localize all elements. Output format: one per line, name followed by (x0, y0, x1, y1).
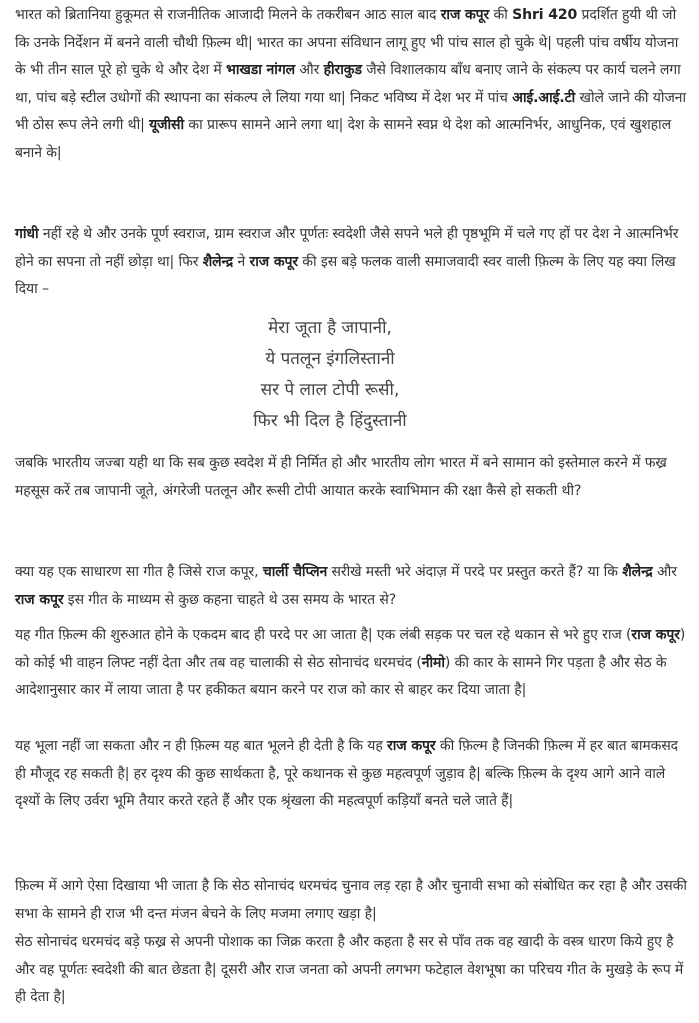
bold-raj-kapoor: राज कपूर (387, 738, 436, 754)
bold-bhakra-nangal: भाखडा नांगल (226, 62, 296, 78)
text-span: प्रदर्शित हुयी थी जो कि उनके निर्देशन में बनने वाली चौथी फ़िल्म थी| भारत का अपना संविधान लागू हुए भी पांच साल हो चुके थे| पहली पांच वर्षीय योजना के भी तीन साल पूरे हो चुके थे और देश में (15, 7, 679, 78)
text-span: नहीं रहे थे और उनके पूर्ण स्वराज, ग्राम स्वराज और पूर्णतः स्वदेशी जैसे सपने भले ही पृष्ठभूमि में चले गए हों पर देश ने आत्मनिर्भर होने का सपना तो नहीं छोड़ा था| फिर (15, 226, 679, 270)
text-span: और (652, 564, 677, 580)
song-lyrics (0, 313, 660, 437)
text-span: की इस बड़े फलक वाली समाजवादी स्वर वाली फ़िल्म के लिए यह क्या लिख दिया – (15, 253, 676, 297)
paragraph-election-scene (15, 873, 691, 928)
lyric-line: सर पे लाल टोपी रूसी, (260, 380, 400, 400)
paragraph-independence-context (15, 2, 691, 167)
paragraph-chaplin-question (15, 559, 691, 614)
bold-raj-kapoor: राज कपूर (15, 591, 64, 608)
bold-ugc: यूजीसी (149, 117, 185, 133)
text-span: की (489, 7, 513, 23)
bold-charlie-chaplin: चार्ली चैप्लिन (262, 564, 328, 580)
text-span: सेठ सोनाचंद धरमचंद बड़े फख्र से अपनी पोशाक का जिक्र करता है और कहता है सर से पाँव तक वह खादी के वस्त्र धारण किये हुए है और वह पूर्णतः स्वदेशी की बात छेडता है| दूसरी और राज जनता को अपनी लगभग फटेहाल वेशभूषा का परिचय गीत के मुखड़े के रूप में ही देता है| (15, 934, 684, 1005)
bold-shailendra: शैलेन्द्र (622, 564, 653, 580)
bold-nimo: नीमो (421, 654, 445, 671)
text-span: जैसे विशालकाय बाँध बनाए जाने के संकल्प पर कार्य चलने लगा था, पांच बड़े स्टील उधोगों की स्थापना का संकल्प ले लिया गया था| निकट भविष्य में देश भर में पांच (15, 62, 681, 106)
text-span: जबकि भारतीय जज्बा यही था कि सब कुछ स्वदेश में ही निर्मित हो और भारतीय लोग भारत में बने सामान को इस्तेमाल करने में फख्र महसूस करें तब जापानी जूते, अंगरेजी पतलून और रूसी टोपी आयात करके स्वाभिमान की रक्षा कैसे हो सकती थी? (15, 455, 667, 499)
paragraph-swadeshi-question (15, 450, 691, 505)
text-span: क्या यह एक साधारण सा गीत है जिसे राज कपूर, (15, 564, 263, 580)
lyric-line: ये पतलून इंगलिस्तानी (265, 349, 395, 369)
text-span: फ़िल्म में आगे ऐसा दिखाया भी जाता है कि सेठ सोनाचंद धरमचंद चुनाव लड़ रहा है और चुनावी सभा को संबोधित कर रहा है और उसकी सभा के सामने ही राज भी दन्त मंजन बेचने के लिए मजमा लगाए खड़ा है| (15, 878, 687, 922)
text-span: यह गीत फ़िल्म की शुरुआत होने के एकदम बाद ही परदे पर आ जाता है| एक लंबी सड़क पर चल रहे थकान से भरे हुए राज ( (15, 627, 632, 643)
text-span: भारत को ब्रितानिया हुकूमत से राजनीतिक आजादी मिलने के तकरीबन आठ साल बाद (15, 7, 441, 23)
text-span: की फ़िल्म है जिनकी फ़िल्म में हर बात बामकसद ही मौजूद रह सकती है| हर दृश्य की कुछ सार्थकता है, पूरे कथानक से कुछ महत्वपूर्ण जुड़ाव है| बल्कि फ़िल्म के दृश्य आगे आने वाले दृश्यों के लिए उर्वरा भूमि तैयार करते रहते हैं और एक श्रृंखला की महत्वपूर्ण कड़ियाँ बनते चले जाते हैं| (15, 738, 679, 809)
lyric-line: फिर भी दिल है हिंदुस्तानी (253, 411, 407, 431)
bold-raj-kapoor: राज कपूर (631, 627, 680, 643)
bold-iit: आई.आई.टी (512, 89, 576, 106)
bold-hirakud: हीराकुड (323, 62, 362, 78)
bold-shailendra: शैलेन्द्र (202, 253, 234, 270)
bold-raj-kapoor: राज कपूर (249, 253, 298, 270)
text-span: यह भूला नहीं जा सकता और न ही फ़िल्म यह बात भूलने ही देती है कि यह (15, 738, 388, 754)
paragraph-khadi-attire (15, 929, 691, 1012)
paragraph-purposeful-scenes (15, 733, 691, 816)
text-span: ) को कोई भी वाहन लिफ्ट नहीं देता और तब वह चालाकी से सेठ सोनाचंद धरमचंद ( (15, 627, 686, 671)
paragraph-film-opening (15, 622, 691, 705)
text-span: और (295, 62, 324, 78)
text-span: खोले जाने की योजना भी ठोस रूप लेने लगी थी| (15, 89, 687, 133)
text-span: का प्रारूप सामने आने लगा था| देश के सामने स्वप्न थे देश को आत्मनिर्भर, आधुनिक, एवं खुशहाल बनाने के| (15, 117, 671, 161)
text-span: सरीखे मस्ती भरे अंदाज़ में परदे पर प्रस्तुत करते हैं? या कि (327, 564, 623, 580)
text-span: ) की कार के सामने गिर पड़ता है और सेठ के आदेशानुसार कार में लाया जाता है पर हकीकत बयान करने पर राज को कार से बाहर कर दिया जाता है| (15, 654, 667, 698)
lyric-line: मेरा जूता है जापानी, (268, 318, 392, 338)
paragraph-gandhi-swaraj (15, 221, 691, 304)
bold-film-title: Shri 420 (512, 7, 578, 23)
text-span: ने (233, 253, 250, 270)
text-span: इस गीत के माध्यम से कुछ कहना चाहते थे उस समय के भारत से? (63, 591, 397, 608)
bold-raj-kapoor: राज कपूर (440, 7, 490, 23)
bold-gandhi: गांधी (15, 226, 39, 242)
